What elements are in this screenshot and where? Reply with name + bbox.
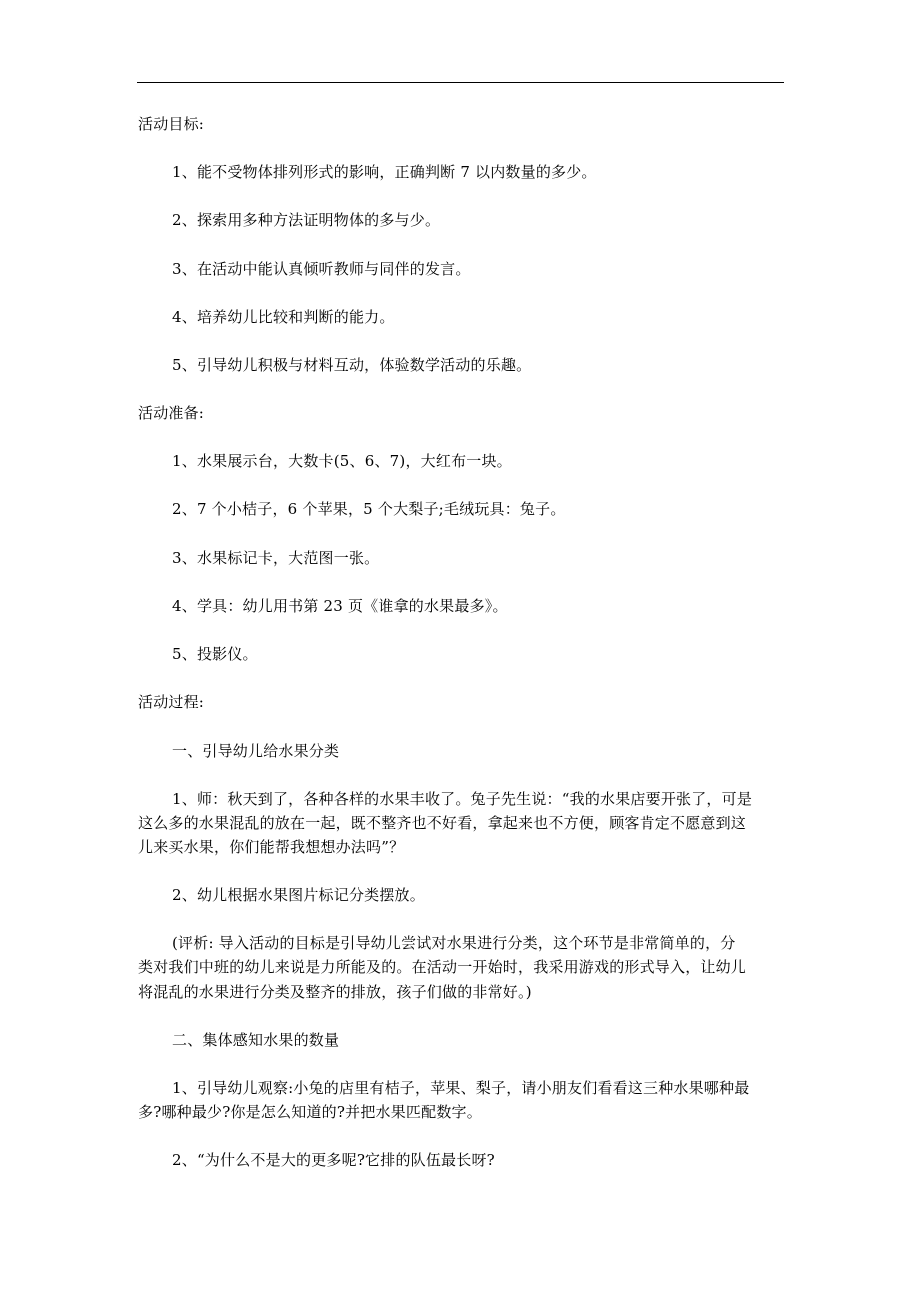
header-rule [137, 82, 784, 83]
comment-line3: 将混乱的水果进行分类及整齐的排放，孩子们做的非常好。) [138, 983, 532, 1001]
goal-item-1: 1、能不受物体排列形式的影响，正确判断 7 以内数量的多少。 [172, 163, 597, 181]
prep-item-5: 5、投影仪。 [172, 645, 258, 663]
goal-item-5: 5、引导幼儿积极与材料互动，体验数学活动的乐趣。 [172, 356, 532, 374]
part1-item2: 2、幼儿根据水果图片标记分类摆放。 [172, 886, 425, 904]
part2-item1-line1: 1、引导幼儿观察:小兔的店里有桔子，苹果、梨子，请小朋友们看看这三种水果哪种最 [172, 1079, 750, 1097]
comment-line2: 类对我们中班的幼儿来说是力所能及的。在活动一开始时，我采用游戏的形式导入，让幼儿 [138, 958, 747, 976]
prep-item-1: 1、水果展示台，大数卡(5、6、7)，大红布一块。 [172, 452, 512, 470]
goal-heading: 活动目标: [138, 115, 205, 133]
goal-item-2: 2、探索用多种方法证明物体的多与少。 [172, 211, 441, 229]
prep-item-2: 2、7 个小桔子，6 个苹果，5 个大梨子;毛绒玩具：兔子。 [172, 500, 566, 518]
part1-title: 一、引导幼儿给水果分类 [172, 742, 340, 760]
part1-item1-line3: 儿来买水果，你们能帮我想想办法吗”？ [138, 838, 405, 856]
goal-item-4: 4、培养幼儿比较和判断的能力。 [172, 308, 395, 326]
prep-heading: 活动准备: [138, 404, 205, 422]
part2-item1-line2: 多?哪种最少?你是怎么知道的?并把水果匹配数字。 [138, 1103, 482, 1121]
part2-title: 二、集体感知水果的数量 [172, 1031, 340, 1049]
part1-item1-line2: 这么多的水果混乱的放在一起，既不整齐也不好看，拿起来也不方便，顾客肯定不愿意到这 [138, 814, 747, 832]
goal-item-3: 3、在活动中能认真倾听教师与同伴的发言。 [172, 260, 471, 278]
comment-line1: (评析: 导入活动的目标是引导幼儿尝试对水果进行分类，这个环节是非常简单的，分 [172, 934, 736, 952]
prep-item-3: 3、水果标记卡，大范图一张。 [172, 549, 380, 567]
part1-item1-line1: 1、师：秋天到了，各种各样的水果丰收了。兔子先生说：“我的水果店要开张了，可是 [172, 790, 753, 808]
process-heading: 活动过程: [138, 693, 205, 711]
part2-item2: 2、“为什么不是大的更多呢?它排的队伍最长呀? [172, 1151, 495, 1169]
prep-item-4: 4、学具：幼儿用书第 23 页《谁拿的水果最多》。 [172, 597, 508, 615]
